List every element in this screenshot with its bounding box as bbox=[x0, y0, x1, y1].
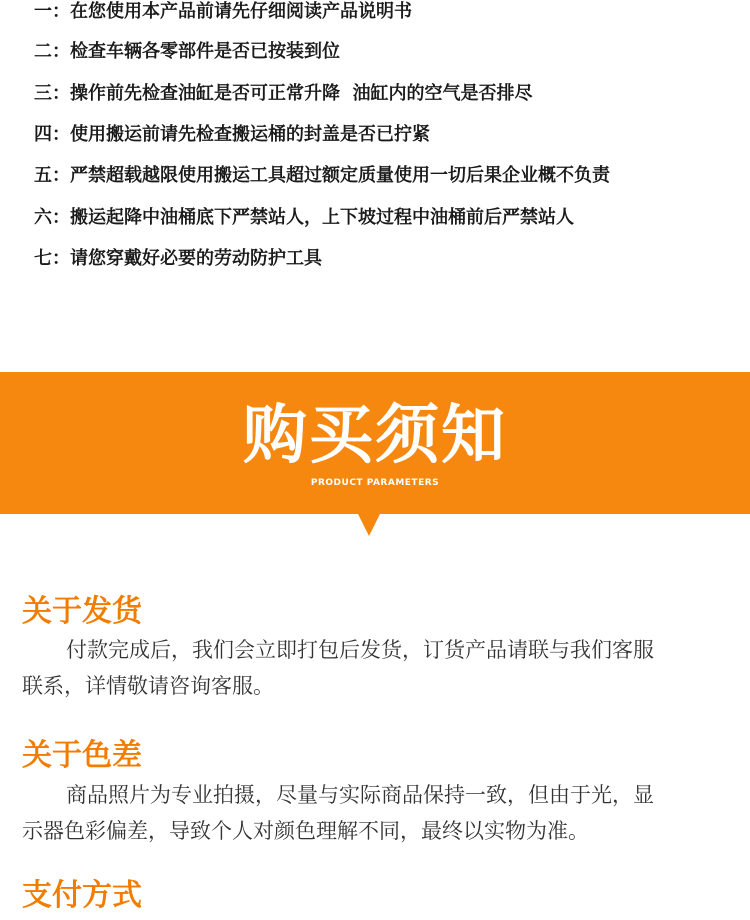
notice-number: 三： bbox=[34, 83, 70, 104]
color-difference-heading: 关于色差 bbox=[22, 738, 142, 773]
notice-item-7 bbox=[34, 244, 322, 274]
shipping-heading: 关于发货 bbox=[22, 594, 142, 629]
banner-pointer-triangle bbox=[358, 514, 380, 536]
notice-item-3 bbox=[34, 79, 533, 109]
notice-text: 检查车辆各零部件是否已按装到位 bbox=[70, 41, 340, 62]
notice-text: 搬运起降中油桶底下严禁站人，上下坡过程中油桶前后严禁站人 bbox=[70, 207, 574, 228]
shipping-body bbox=[22, 632, 722, 704]
notice-item-2 bbox=[34, 37, 340, 67]
notice-number: 七： bbox=[34, 248, 70, 269]
banner-subtitle: PRODUCT PARAMETERS bbox=[310, 478, 440, 488]
purchase-notice-banner bbox=[0, 372, 750, 514]
notice-number: 一： bbox=[34, 1, 70, 22]
notice-item-5 bbox=[34, 161, 610, 191]
color-difference-body bbox=[22, 777, 722, 849]
notice-item-6 bbox=[34, 203, 574, 233]
notice-number: 四： bbox=[34, 124, 70, 145]
notice-text: 操作前先检查油缸是否可正常升降 油缸内的空气是否排尽 bbox=[70, 83, 533, 104]
notice-text: 严禁超载越限使用搬运工具超过额定质量使用一切后果企业概不负责 bbox=[70, 165, 610, 186]
color-difference-line-1: 商品照片为专业拍摄，尽量与实际商品保持一致，但由于光，显 bbox=[66, 783, 654, 807]
notice-number: 六： bbox=[34, 207, 70, 228]
color-difference-line-2: 示器色彩偏差，导致个人对颜色理解不同，最终以实物为准。 bbox=[22, 819, 589, 843]
notice-number: 五： bbox=[34, 165, 70, 186]
shipping-line-1: 付款完成后，我们会立即打包后发货，订货产品请联与我们客服 bbox=[66, 638, 654, 662]
notice-text: 请您穿戴好必要的劳动防护工具 bbox=[70, 248, 322, 269]
notice-item-4 bbox=[34, 120, 430, 150]
shipping-line-2: 联系，详情敬请咨询客服。 bbox=[22, 674, 274, 698]
banner-title: 购买须知 bbox=[243, 399, 507, 473]
notice-number: 二： bbox=[34, 41, 70, 62]
notice-text: 在您使用本产品前请先仔细阅读产品说明书 bbox=[70, 1, 412, 22]
payment-method-heading: 支付方式 bbox=[22, 878, 142, 913]
notice-item-1 bbox=[34, 0, 412, 27]
notice-text: 使用搬运前请先检查搬运桶的封盖是否已拧紧 bbox=[70, 124, 430, 145]
